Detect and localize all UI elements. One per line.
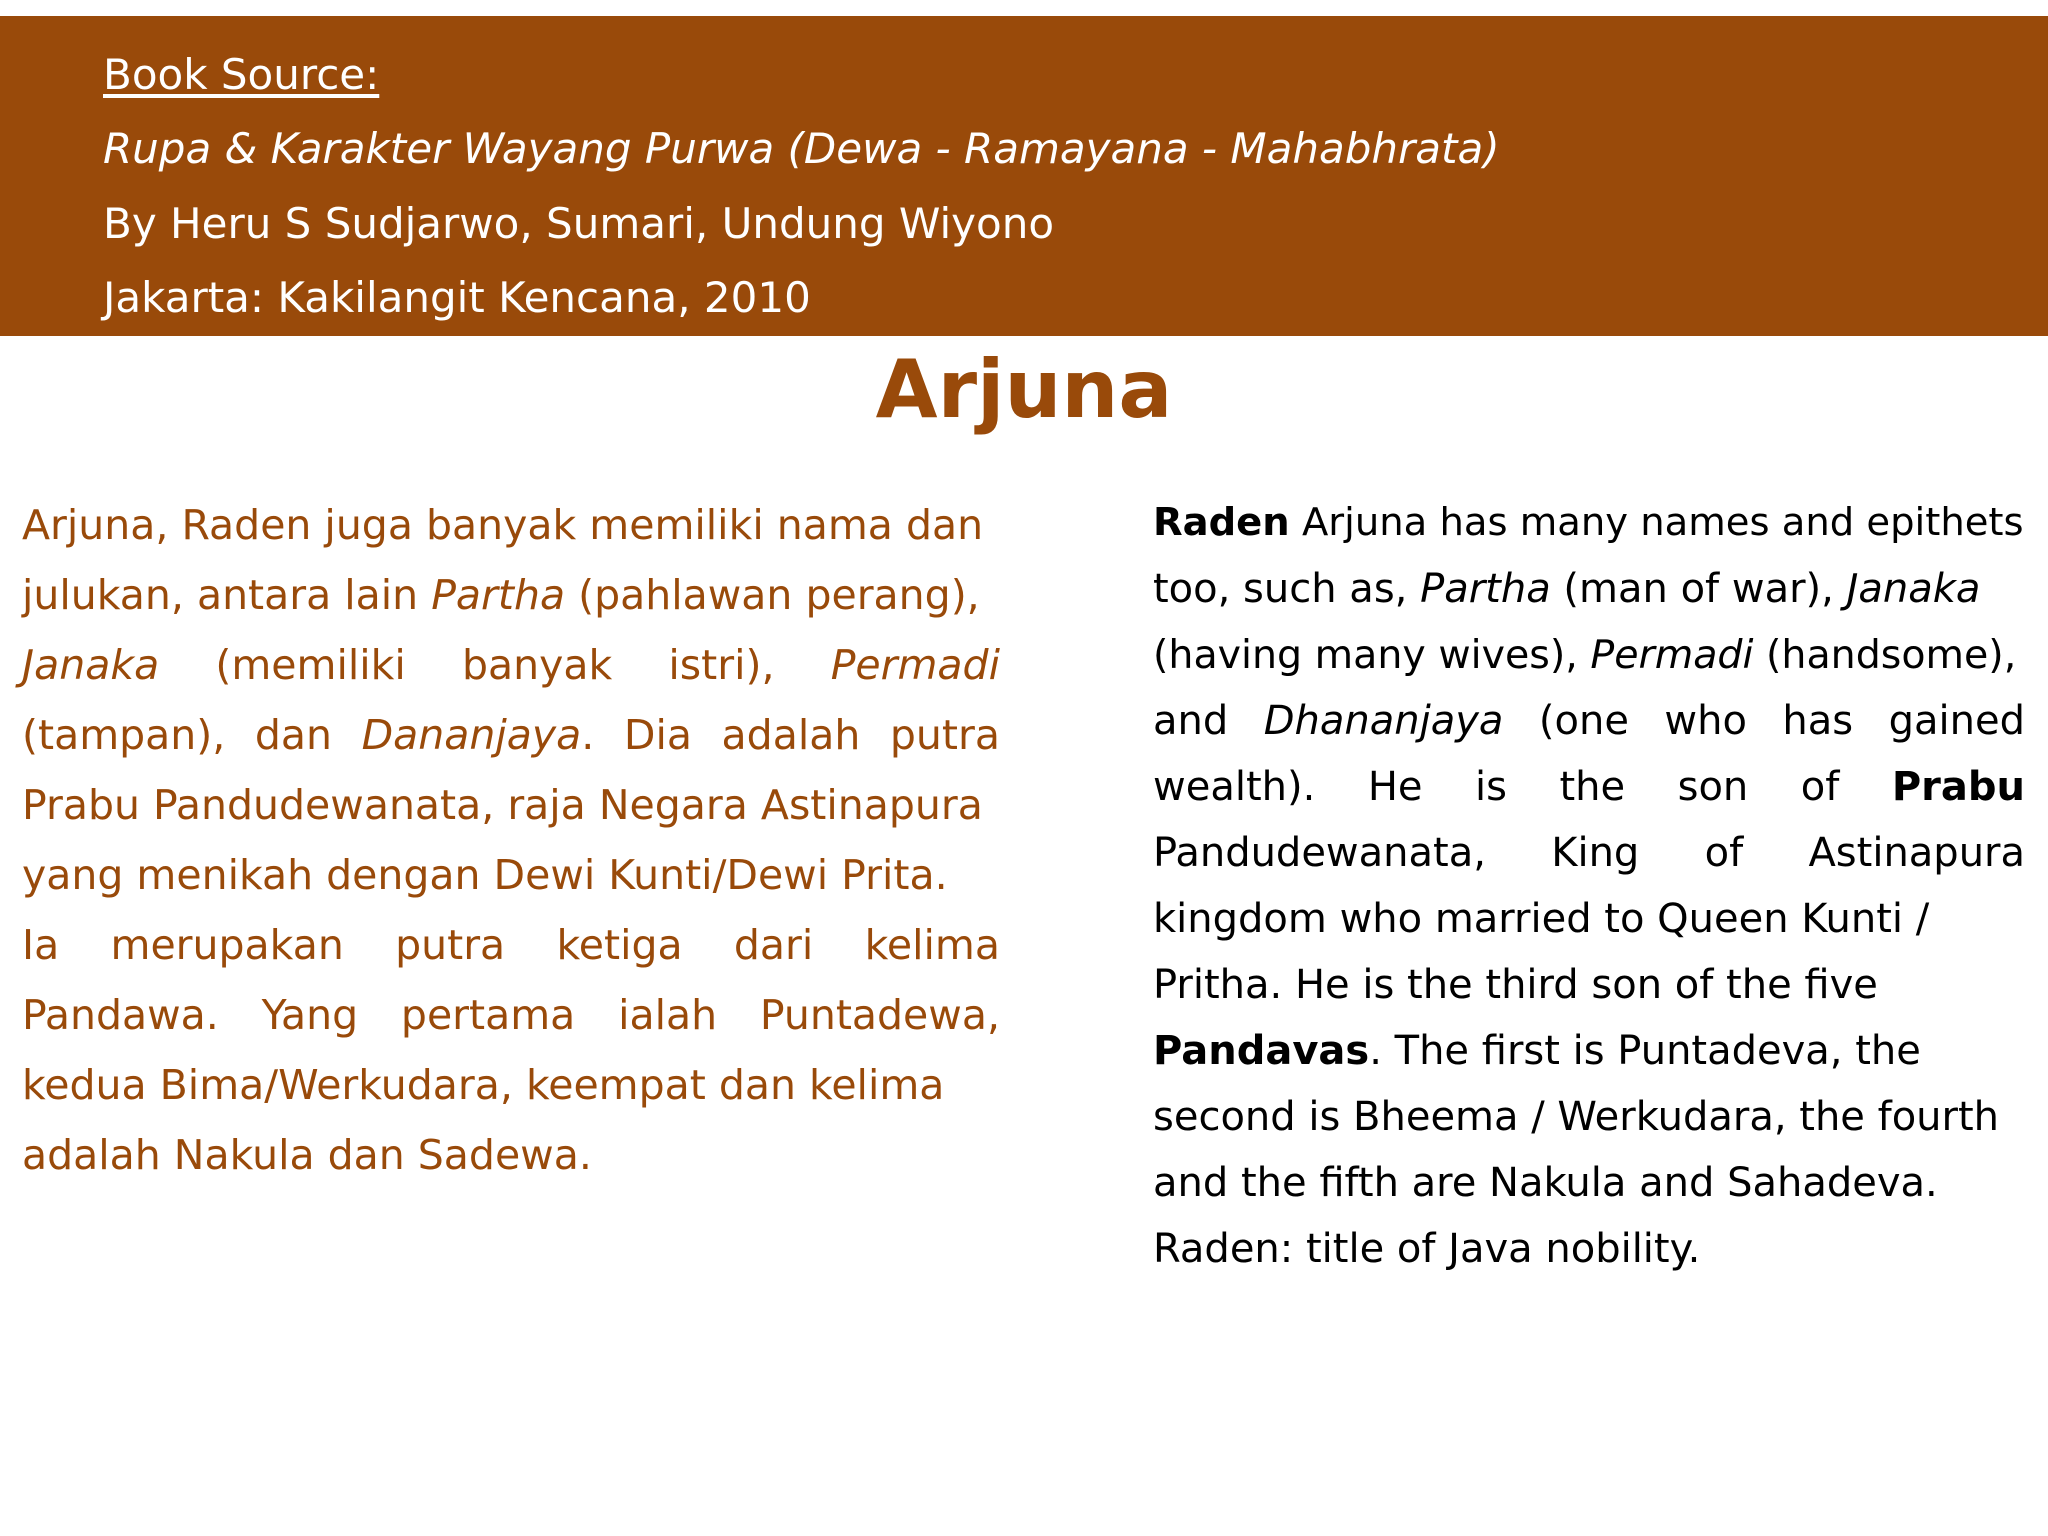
indonesian-line: julukan, antara lain Partha (pahlawan perang), [22,571,980,619]
epithet-dhananjaya: Dhananjaya [1263,698,1504,744]
epithet-permadi: Permadi [830,641,1000,689]
indonesian-line: Janaka (memiliki banyak istri), Permadi [22,630,1000,700]
indonesian-line: Ia merupakan putra ketiga dari kelima [22,921,1000,969]
book-publisher: Jakarta: Kakilangit Kencana, 2010 [103,273,811,322]
english-line: and the fifth are Nakula and Sahadeva. [1153,1160,1938,1206]
epithet-permadi: Permadi [1590,632,1754,678]
english-line: second is Bheema / Werkudara, the fourth [1153,1094,2000,1140]
term-raden: Raden [1153,500,1290,545]
indonesian-line: Pandawa. Yang pertama ialah Puntadewa, [22,991,1000,1039]
epithet-janaka: Janaka [1846,566,1981,612]
indonesian-line: Arjuna, Raden juga banyak memiliki nama dan [22,501,984,549]
english-line: and Dhananjaya (one who has gained [1153,688,2025,754]
indonesian-line: kedua Bima/Werkudara, keempat dan kelima [22,1061,945,1109]
epithet-partha: Partha [431,571,566,619]
term-prabu: Prabu [1891,764,2025,810]
epithet-janaka: Janaka [22,641,160,689]
book-title: Rupa & Karakter Wayang Purwa (Dewa - Ramayana - Mahabhrata) [103,124,1500,173]
english-footnote: Raden: title of Java nobility. [1153,1226,1701,1272]
epithet-partha: Partha [1420,566,1551,612]
book-source-heading: Book Source: [103,50,380,99]
book-source-banner [0,16,2048,336]
indonesian-line: yang menikah dengan Dewi Kunti/Dewi Prita. [22,851,948,899]
english-line: Raden Arjuna has many names and epithets [1153,500,2024,545]
english-line: Pandudewanata, King of Astinapura [1153,830,2025,876]
book-authors: By Heru S Sudjarwo, Sumari, Undung Wiyono [103,199,1055,248]
english-line: kingdom who married to Queen Kunti / [1153,896,1930,942]
page-title: Arjuna [875,343,1173,436]
english-line: wealth). He is the son of Prabu [1153,754,2025,820]
indonesian-line: adalah Nakula dan Sadewa. [22,1131,592,1179]
english-line: (having many wives), Permadi (handsome), [1153,632,2017,678]
indonesian-line: Prabu Pandudewanata, raja Negara Astinapura [22,781,983,829]
english-line: Pritha. He is the third son of the five [1153,962,1878,1008]
term-pandavas: Pandavas [1153,1028,1370,1074]
english-line: Pandavas. The first is Puntadeva, the [1153,1028,1921,1074]
epithet-dananjaya: Dananjaya [361,711,582,759]
english-line: too, such as, Partha (man of war), Janaka [1153,566,1981,612]
indonesian-line: (tampan), dan Dananjaya. Dia adalah putra [22,711,1000,759]
